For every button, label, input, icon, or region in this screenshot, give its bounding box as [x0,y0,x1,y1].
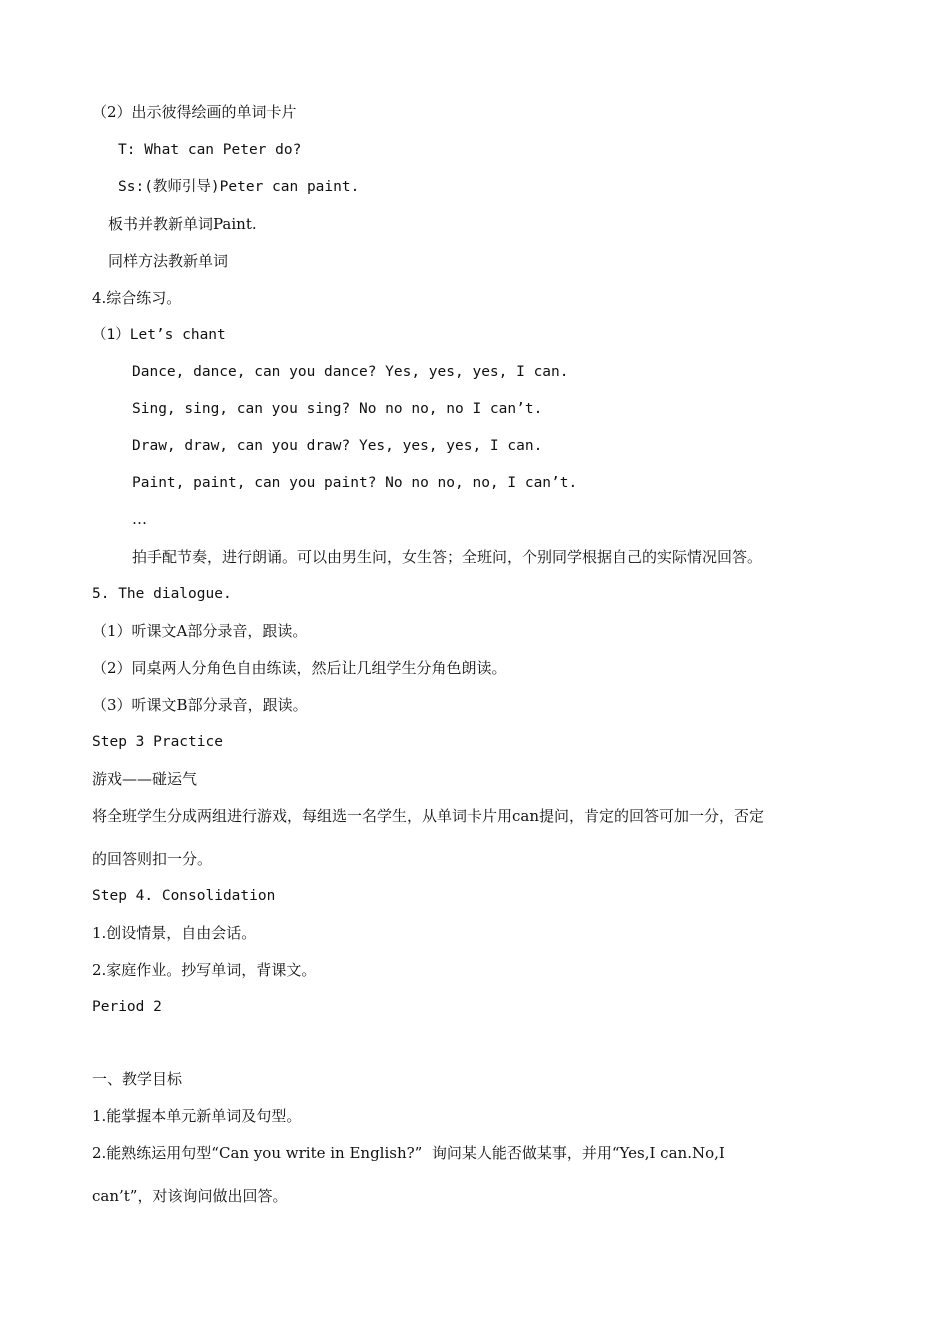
text-line: Ss:(教师引导)Peter can paint. [118,179,360,195]
text-line: Step 3 Practice [92,734,223,750]
text-line: 的回答则扣一分。 [92,850,213,868]
text-line: Dance, dance, can you dance? Yes, yes, yes, I can. [132,364,569,380]
text-line: … [132,510,147,528]
text-line: 1.能掌握本单元新单词及句型。 [92,1107,302,1125]
text-line: （1）Let’s chant [92,327,226,343]
text-line: （1）听课文A部分录音，跟读。 [92,622,308,640]
text-line: 板书并教新单词Paint. [108,215,257,233]
text-line: can’t”，对该询问做出回答。 [92,1187,288,1205]
text-line: Step 4. Consolidation [92,888,276,904]
text-line: （2）同桌两人分角色自由练读，然后让几组学生分角色朗读。 [92,659,507,677]
text-line: 5. The dialogue. [92,586,232,602]
text-line: Sing, sing, can you sing? No no no, no I can’t. [132,401,543,417]
text-line: Draw, draw, can you draw? Yes, yes, yes, I can. [132,438,543,454]
text-line: 2.家庭作业。抄写单词，背课文。 [92,961,317,979]
text-line: Period 2 [92,999,162,1015]
section-heading: 一、教学目标 [92,1070,183,1088]
text-line: 4.综合练习。 [92,289,182,307]
text-line: 游戏——碰运气 [92,770,198,788]
text-line: （3）听课文B部分录音，跟读。 [92,696,308,714]
text-line: 1.创设情景，自由会话。 [92,924,257,942]
text-line: （2）出示彼得绘画的单词卡片 [92,103,297,121]
text-line: T: What can Peter do? [118,142,302,158]
text-line: 同样方法教新单词 [108,252,229,270]
text-line: 2.能熟练运用句型“Can you write in English?” 询问某人能否做某事，并用“Yes,I can.No,I [92,1144,725,1162]
text-line: 将全班学生分成两组进行游戏，每组选一名学生，从单词卡片用can提问，肯定的回答可加一分，否定 [92,807,765,825]
text-line: Paint, paint, can you paint? No no no, no, I can’t. [132,475,578,491]
text-line: 拍手配节奏，进行朗诵。可以由男生问，女生答；全班问，个别同学根据自己的实际情况回答。 [132,548,763,566]
